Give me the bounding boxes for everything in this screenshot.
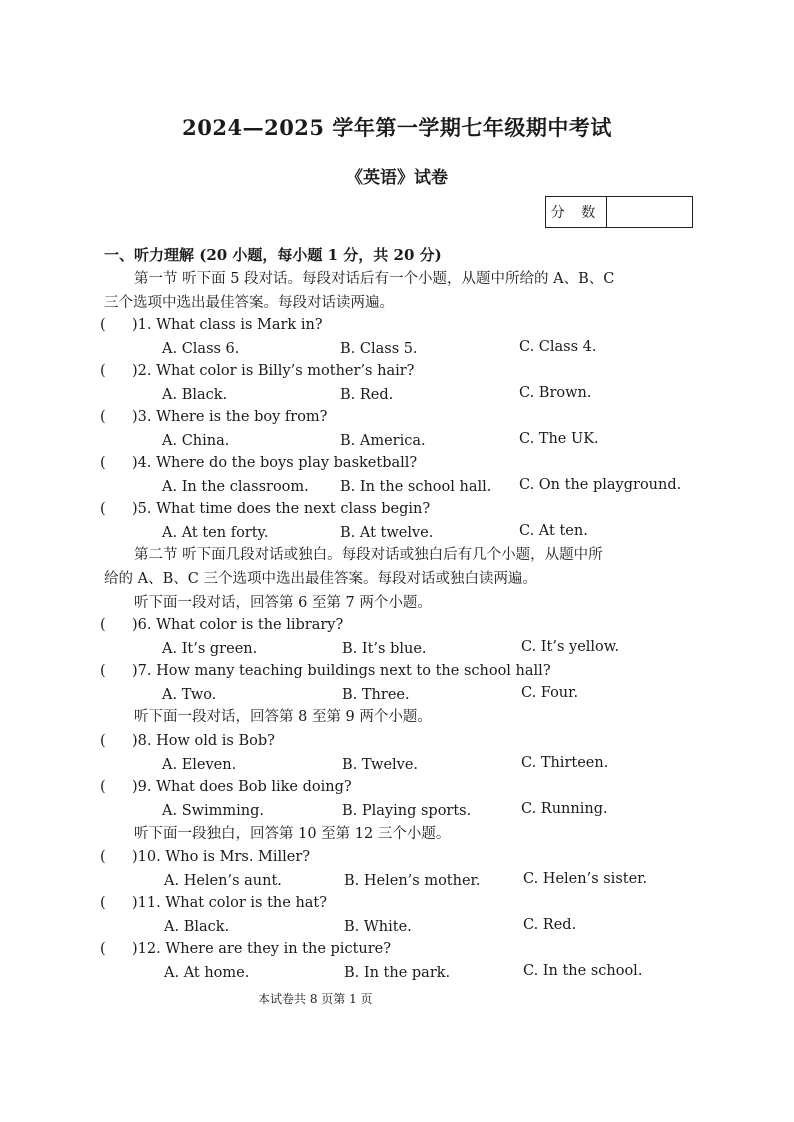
- option-a: A. At ten forty.: [162, 525, 269, 541]
- option-a: A. Black.: [164, 919, 230, 935]
- section2-intro-line2: 给的 A、B、C 三个选项中选出最佳答案。每段对话或独白读两遍。: [104, 571, 537, 587]
- option-a: A. At home.: [164, 965, 250, 981]
- option-a: A. Helen’s aunt.: [164, 873, 282, 889]
- option-c: C. Class 4.: [519, 339, 597, 355]
- part1-heading: 一、听力理解 (20 小题，每小题 1 分，共 20 分): [104, 246, 442, 264]
- answer-paren[interactable]: (: [100, 663, 106, 679]
- question-text: )9. What does Bob like doing?: [132, 779, 352, 795]
- section1-intro-line1: 第一节 听下面 5 段对话。每段对话后有一个小题，从题中所给的 A、B、C: [134, 271, 615, 287]
- option-c: C. Red.: [523, 917, 577, 933]
- option-b: B. Twelve.: [342, 757, 419, 773]
- option-a: A. Class 6.: [162, 341, 240, 357]
- question-text: )3. Where is the boy from?: [132, 409, 328, 425]
- option-b: B. At twelve.: [340, 525, 434, 541]
- answer-paren[interactable]: (: [100, 317, 106, 333]
- score-label: 分 数: [546, 197, 607, 227]
- question-text: )10. Who is Mrs. Miller?: [132, 849, 311, 865]
- question-text: )4. Where do the boys play basketball?: [132, 455, 418, 471]
- answer-paren[interactable]: (: [100, 409, 106, 425]
- page-footer: 本试卷共 8 页第 1 页: [258, 992, 373, 1006]
- option-b: B. In the park.: [344, 965, 451, 981]
- option-a: A. Eleven.: [162, 757, 237, 773]
- option-c: C. Thirteen.: [521, 755, 609, 771]
- option-a: A. China.: [162, 433, 230, 449]
- question-text: )2. What color is Billy’s mother’s hair?: [132, 363, 415, 379]
- option-b: B. Red.: [340, 387, 394, 403]
- option-b: B. In the school hall.: [340, 479, 492, 495]
- question-text: )12. Where are they in the picture?: [132, 941, 392, 957]
- option-b: B. Playing sports.: [342, 803, 472, 819]
- option-a: A. It’s green.: [162, 641, 258, 657]
- option-c: C. The UK.: [519, 431, 599, 447]
- group3-intro: 听下面一段独白，回答第 10 至第 12 三个小题。: [134, 826, 451, 842]
- option-b: B. America.: [340, 433, 426, 449]
- option-b: B. Three.: [342, 687, 410, 703]
- option-a: A. Two.: [162, 687, 217, 703]
- option-b: B. Class 5.: [340, 341, 418, 357]
- option-c: C. Running.: [521, 801, 608, 817]
- question-text: )1. What class is Mark in?: [132, 317, 323, 333]
- score-blank-field[interactable]: [607, 197, 692, 227]
- option-c: C. Four.: [521, 685, 579, 701]
- option-c: C. It’s yellow.: [521, 639, 620, 655]
- exam-title: 2024—2025 学年第一学期七年级期中考试: [182, 115, 612, 140]
- question-text: )8. How old is Bob?: [132, 733, 275, 749]
- group2-intro: 听下面一段对话，回答第 8 至第 9 两个小题。: [134, 709, 432, 725]
- answer-paren[interactable]: (: [100, 779, 106, 795]
- option-c: C. Helen’s sister.: [523, 871, 648, 887]
- option-b: B. White.: [344, 919, 412, 935]
- option-a: A. Swimming.: [162, 803, 265, 819]
- question-text: )6. What color is the library?: [132, 617, 344, 633]
- answer-paren[interactable]: (: [100, 895, 106, 911]
- option-c: C. In the school.: [523, 963, 643, 979]
- answer-paren[interactable]: (: [100, 501, 106, 517]
- question-text: )7. How many teaching buildings next to the school hall?: [132, 663, 551, 679]
- exam-subtitle: 《英语》试卷: [346, 168, 448, 188]
- question-text: )11. What color is the hat?: [132, 895, 328, 911]
- answer-paren[interactable]: (: [100, 849, 106, 865]
- answer-paren[interactable]: (: [100, 941, 106, 957]
- option-a: A. In the classroom.: [162, 479, 309, 495]
- answer-paren[interactable]: (: [100, 617, 106, 633]
- option-c: C. On the playground.: [519, 477, 682, 493]
- section2-intro-line1: 第二节 听下面几段对话或独白。每段对话或独白后有几个小题，从题中所: [134, 547, 603, 563]
- question-text: )5. What time does the next class begin?: [132, 501, 431, 517]
- answer-paren[interactable]: (: [100, 363, 106, 379]
- answer-paren[interactable]: (: [100, 733, 106, 749]
- section1-intro-line2: 三个选项中选出最佳答案。每段对话读两遍。: [104, 295, 394, 311]
- option-c: C. Brown.: [519, 385, 592, 401]
- option-c: C. At ten.: [519, 523, 588, 539]
- option-b: B. Helen’s mother.: [344, 873, 481, 889]
- option-b: B. It’s blue.: [342, 641, 427, 657]
- score-box: [545, 196, 693, 228]
- option-a: A. Black.: [162, 387, 228, 403]
- group1-intro: 听下面一段对话，回答第 6 至第 7 两个小题。: [134, 595, 432, 611]
- answer-paren[interactable]: (: [100, 455, 106, 471]
